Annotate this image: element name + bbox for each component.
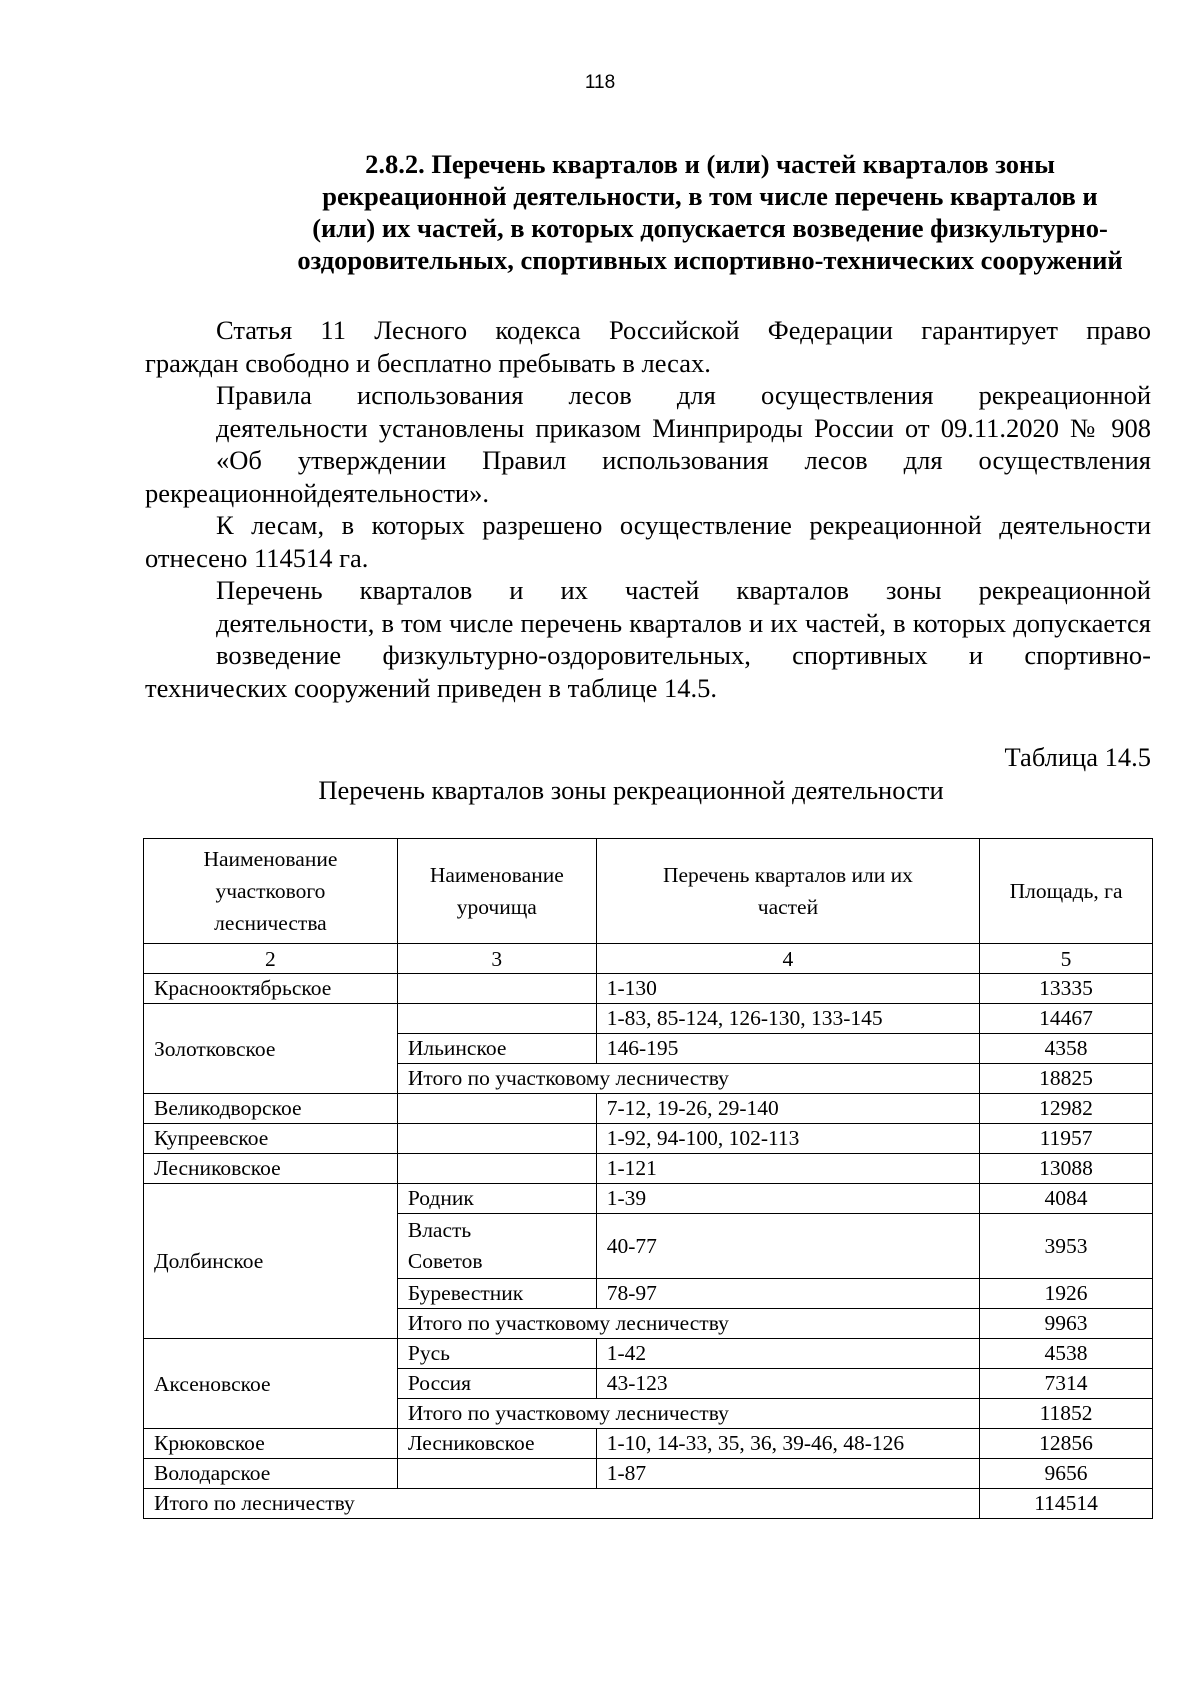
subtotal-area: 9963 bbox=[980, 1309, 1153, 1339]
quarters-cell: 1-83, 85-124, 126-130, 133-145 bbox=[596, 1004, 979, 1034]
area-cell: 3953 bbox=[980, 1214, 1153, 1279]
subtotal-area: 11852 bbox=[980, 1399, 1153, 1429]
tract-cell bbox=[397, 1154, 596, 1184]
tract-cell: Россия bbox=[397, 1369, 596, 1399]
heading-line: 2.8.2. Перечень кварталов и (или) частей кварталов зоны bbox=[365, 149, 1055, 179]
quarters-cell: 78-97 bbox=[596, 1279, 979, 1309]
subtotal-label: Итого по участковому лесничеству bbox=[397, 1309, 979, 1339]
quarters-cell: 146-195 bbox=[596, 1034, 979, 1064]
district-cell: Володарское bbox=[144, 1459, 398, 1489]
quarters-cell: 1-130 bbox=[596, 974, 979, 1004]
quarters-cell: 43-123 bbox=[596, 1369, 979, 1399]
header-line: лесничества bbox=[214, 911, 327, 935]
column-number: 5 bbox=[980, 944, 1153, 974]
text-line: «Об утверждении Правил использования лесов для осуществления bbox=[216, 445, 1151, 475]
tract-line: Советов bbox=[407, 1249, 483, 1273]
tract-cell: Ильинское bbox=[397, 1034, 596, 1064]
subtotal-label: Итого по участковому лесничеству bbox=[397, 1399, 979, 1429]
tract-cell: Лесниковское bbox=[397, 1429, 596, 1459]
header-quarters bbox=[596, 839, 979, 944]
area-cell: 11957 bbox=[980, 1124, 1153, 1154]
text-line: Правила использования лесов для осуществления рекреационной bbox=[216, 380, 1151, 410]
table-label: Таблица 14.5 bbox=[1004, 742, 1151, 772]
grand-total-label: Итого по лесничеству bbox=[144, 1489, 980, 1519]
district-cell: Долбинское bbox=[144, 1184, 398, 1339]
tract-cell: Русь bbox=[397, 1339, 596, 1369]
tract-line: Власть bbox=[407, 1218, 472, 1242]
text-line: рекреационнойдеятельности». bbox=[145, 477, 489, 508]
tract-cell: Родник bbox=[397, 1184, 596, 1214]
recreation-zone-table bbox=[143, 838, 1153, 1519]
quarters-cell: 7-12, 19-26, 29-140 bbox=[596, 1094, 979, 1124]
header-line: частей bbox=[757, 895, 819, 919]
heading-line: (или) их частей, в которых допускается возведение физкультурно- bbox=[312, 213, 1108, 243]
section-heading bbox=[250, 148, 1170, 276]
district-cell: Золотковское bbox=[144, 1004, 398, 1094]
text-line: деятельности, в том числе перечень кварталов и их частей, в которых допускается bbox=[216, 607, 1151, 638]
district-cell: Лесниковское bbox=[144, 1154, 398, 1184]
district-cell: Купреевское bbox=[144, 1124, 398, 1154]
heading-line: оздоровительных, спортивных испортивно-технических сооружений bbox=[297, 245, 1123, 275]
district-cell: Аксеновское bbox=[144, 1339, 398, 1429]
header-area: Площадь, га bbox=[980, 839, 1153, 944]
area-cell: 12856 bbox=[980, 1429, 1153, 1459]
quarters-cell: 1-87 bbox=[596, 1459, 979, 1489]
subtotal-label: Итого по участковому лесничеству bbox=[397, 1064, 979, 1094]
area-cell: 12982 bbox=[980, 1094, 1153, 1124]
area-cell: 13088 bbox=[980, 1154, 1153, 1184]
text-line: граждан свободно и бесплатно пребывать в лесах. bbox=[145, 347, 711, 378]
text-line: деятельности установлены приказом Минприроды России от 09.11.2020 № 908 bbox=[216, 412, 1151, 443]
column-number: 2 bbox=[144, 944, 398, 974]
grand-total-row bbox=[144, 1489, 1153, 1519]
header-line: Наименование bbox=[429, 863, 564, 887]
text-line: отнесено 114514 га. bbox=[145, 542, 369, 573]
quarters-cell: 1-10, 14-33, 35, 36, 39-46, 48-126 bbox=[596, 1429, 979, 1459]
area-cell: 4358 bbox=[980, 1034, 1153, 1064]
paragraph bbox=[145, 509, 1151, 574]
column-number-row bbox=[144, 944, 1153, 974]
paragraph bbox=[145, 314, 1151, 379]
header-line: урочища bbox=[456, 895, 537, 919]
tract-cell bbox=[397, 1459, 596, 1489]
table-row bbox=[144, 1004, 1153, 1034]
area-cell: 13335 bbox=[980, 974, 1153, 1004]
subtotal-area: 18825 bbox=[980, 1064, 1153, 1094]
table-caption: Перечень кварталов зоны рекреационной деятельности bbox=[318, 775, 944, 805]
quarters-cell: 40-77 bbox=[596, 1214, 979, 1279]
table-row bbox=[144, 1124, 1153, 1154]
table-row bbox=[144, 1154, 1153, 1184]
text-line: К лесам, в которых разрешено осуществление рекреационной деятельности bbox=[216, 510, 1151, 540]
table-row bbox=[144, 974, 1153, 1004]
tract-cell bbox=[397, 1094, 596, 1124]
column-number: 4 bbox=[596, 944, 979, 974]
header-line: Перечень кварталов или их bbox=[662, 863, 913, 887]
table-row bbox=[144, 1429, 1153, 1459]
paragraph bbox=[145, 574, 1151, 704]
table-header-row bbox=[144, 839, 1153, 944]
table-row bbox=[144, 1184, 1153, 1214]
header-district bbox=[144, 839, 398, 944]
table-row bbox=[144, 1339, 1153, 1369]
table-row bbox=[144, 1459, 1153, 1489]
text-line: Перечень кварталов и их частей кварталов зоны рекреационной bbox=[216, 575, 1151, 605]
header-line: Наименование bbox=[203, 847, 338, 871]
quarters-cell: 1-42 bbox=[596, 1339, 979, 1369]
district-cell: Краснооктябрьское bbox=[144, 974, 398, 1004]
text-line: Статья 11 Лесного кодекса Российской Федерации гарантирует право bbox=[216, 315, 1151, 345]
grand-total-area: 114514 bbox=[980, 1489, 1153, 1519]
quarters-cell: 1-39 bbox=[596, 1184, 979, 1214]
district-cell: Великодворское bbox=[144, 1094, 398, 1124]
header-tract bbox=[397, 839, 596, 944]
quarters-cell: 1-121 bbox=[596, 1154, 979, 1184]
area-cell: 9656 bbox=[980, 1459, 1153, 1489]
area-cell: 4538 bbox=[980, 1339, 1153, 1369]
heading-line: рекреационной деятельности, в том числе перечень кварталов и bbox=[322, 181, 1098, 211]
tract-cell bbox=[397, 1214, 596, 1279]
body-text bbox=[145, 314, 1151, 704]
paragraph bbox=[145, 379, 1151, 509]
quarters-cell: 1-92, 94-100, 102-113 bbox=[596, 1124, 979, 1154]
tract-cell bbox=[397, 1004, 596, 1034]
table-row bbox=[144, 1094, 1153, 1124]
page-number: 118 bbox=[584, 72, 616, 93]
area-cell: 14467 bbox=[980, 1004, 1153, 1034]
area-cell: 7314 bbox=[980, 1369, 1153, 1399]
column-number: 3 bbox=[397, 944, 596, 974]
district-cell: Крюковское bbox=[144, 1429, 398, 1459]
tract-cell bbox=[397, 974, 596, 1004]
tract-cell bbox=[397, 1124, 596, 1154]
tract-cell: Буревестник bbox=[397, 1279, 596, 1309]
area-cell: 4084 bbox=[980, 1184, 1153, 1214]
text-line: технических сооружений приведен в таблице 14.5. bbox=[145, 672, 718, 703]
text-line: возведение физкультурно-оздоровительных, спортивных и спортивно- bbox=[216, 640, 1151, 670]
header-line: участкового bbox=[215, 879, 326, 903]
area-cell: 1926 bbox=[980, 1279, 1153, 1309]
